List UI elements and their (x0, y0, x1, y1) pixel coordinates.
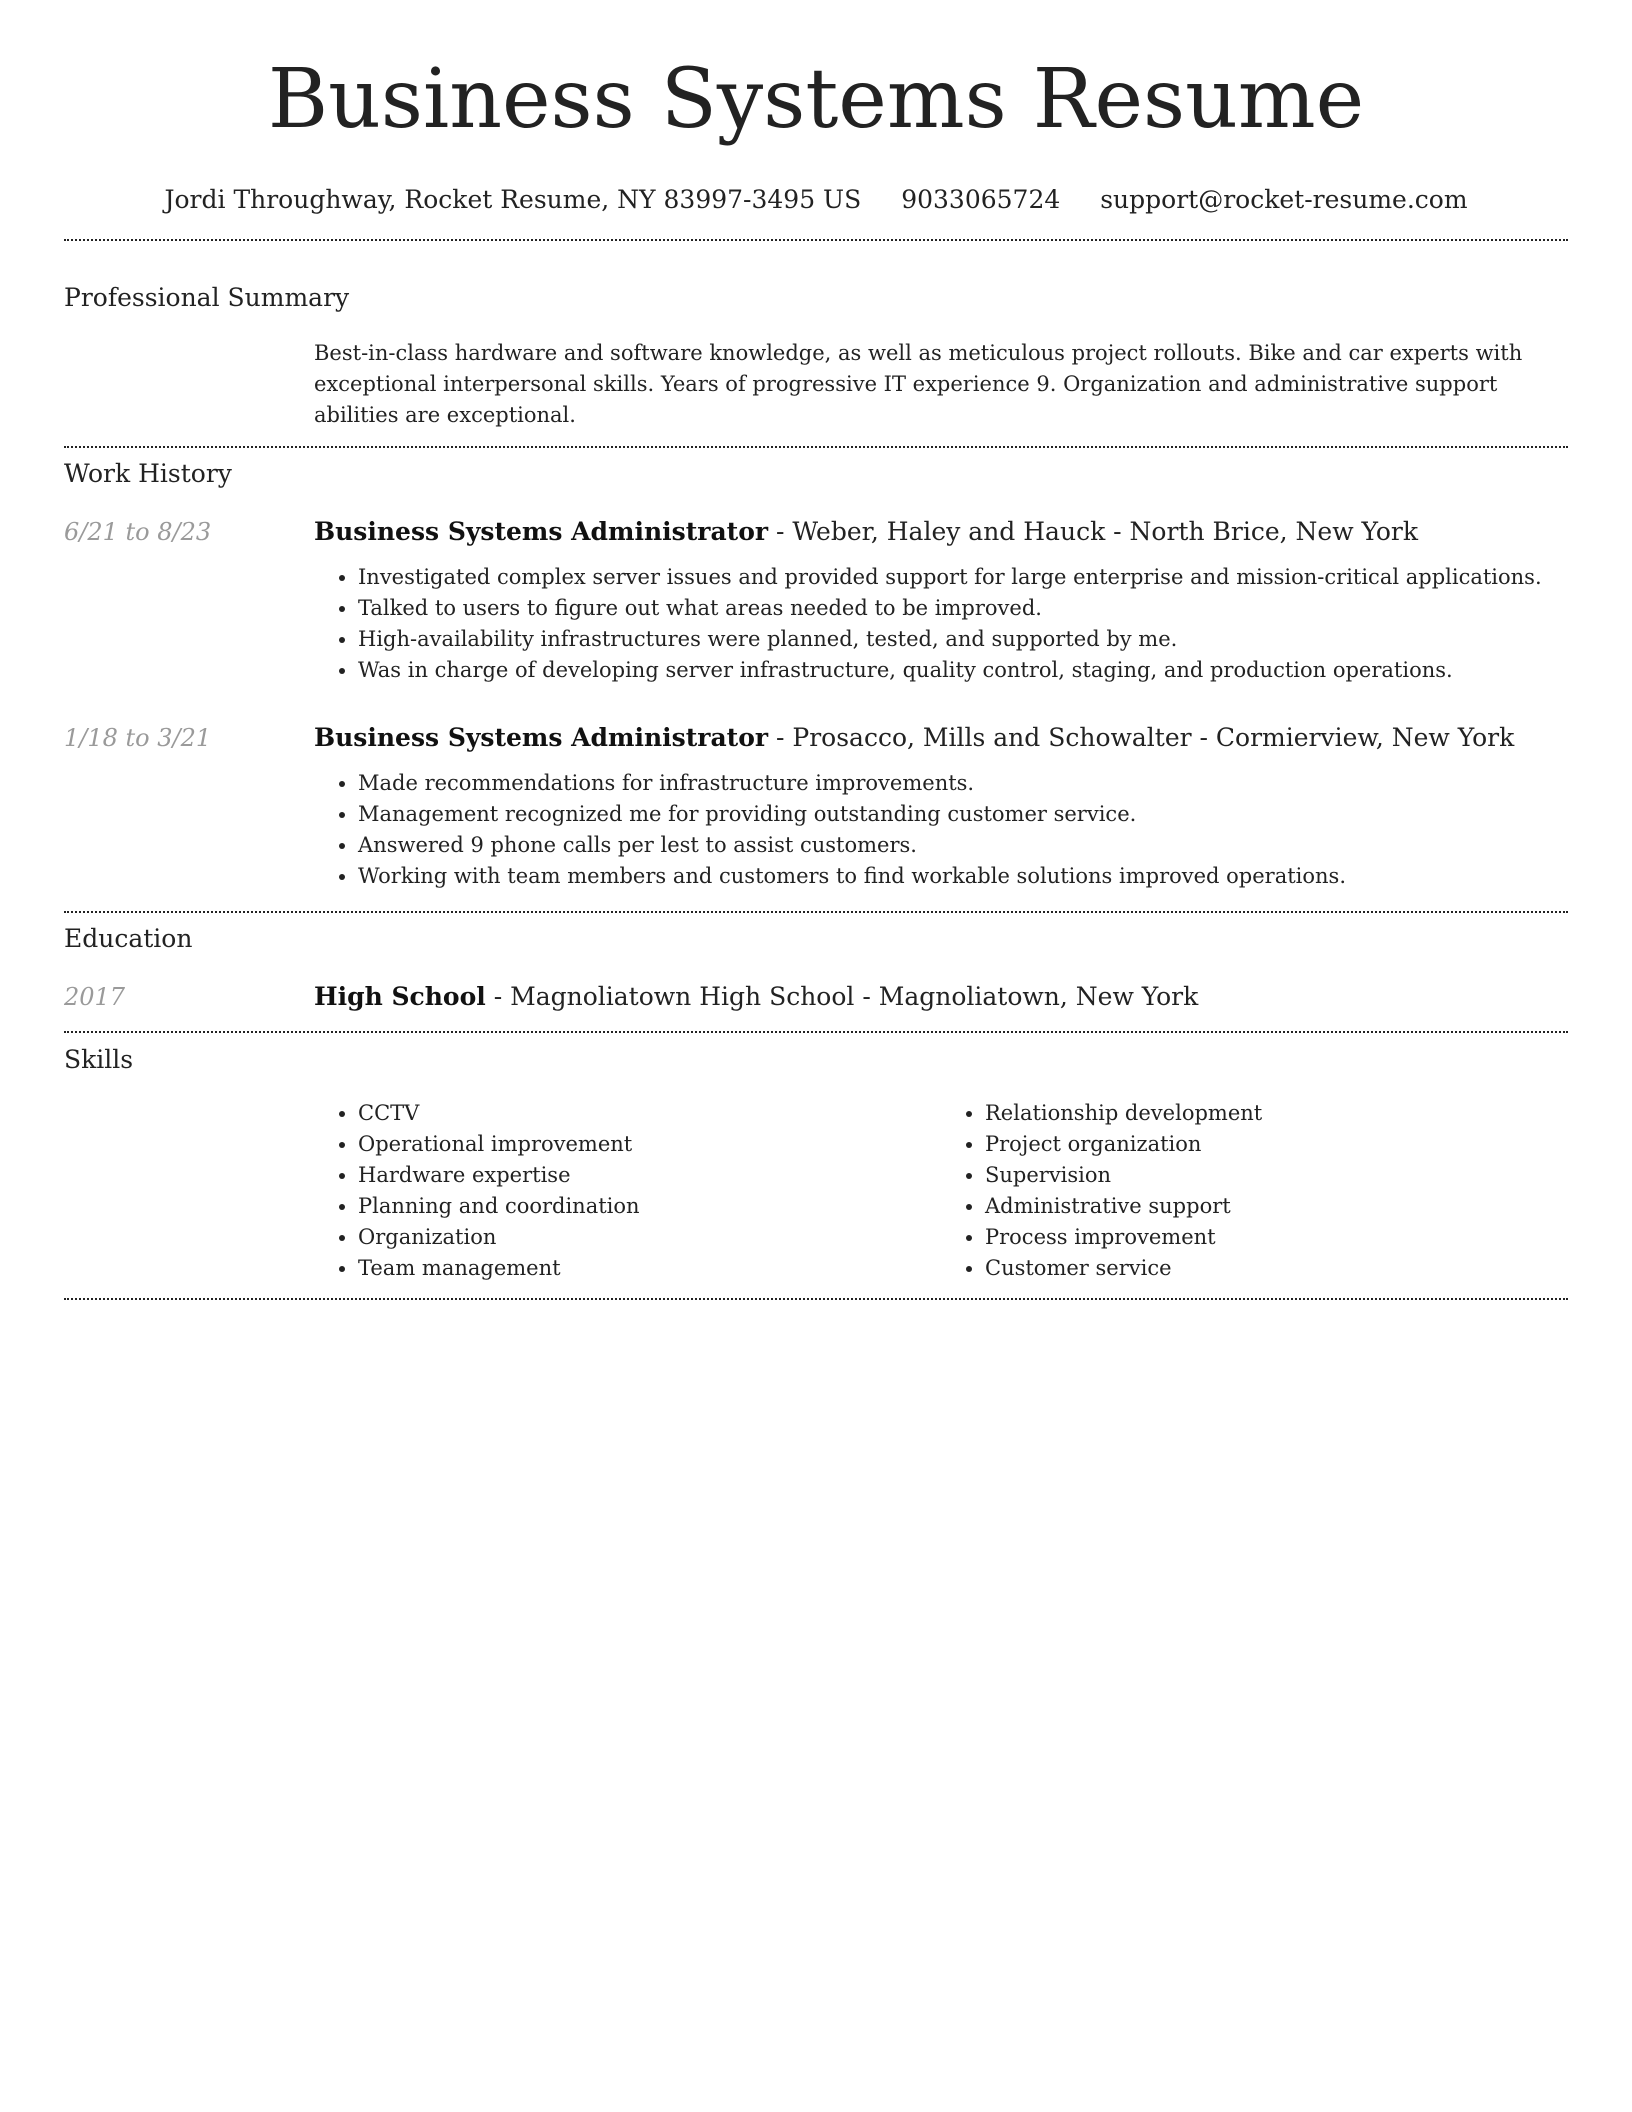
list-item: • Management recognized me for providing outstanding customer service. (358, 799, 1568, 830)
skills-list-right (941, 1098, 1568, 1284)
job-role: Business Systems Administrator (314, 517, 769, 546)
job-title (314, 722, 1568, 754)
skill-item: • Team management (358, 1253, 941, 1284)
summary-body (314, 338, 1568, 431)
job-role: Business Systems Administrator (314, 723, 769, 752)
divider (64, 1298, 1568, 1300)
divider (64, 911, 1568, 913)
list-item: • Made recommendations for infrastructure improvements. (358, 768, 1568, 799)
skill-item: • Project organization (985, 1129, 1568, 1160)
skill-item: • Organization (358, 1222, 941, 1253)
contact-line (64, 184, 1568, 216)
job-dates: 6/21 to 8/23 (64, 518, 212, 546)
section-title-skills: Skills (64, 1045, 134, 1074)
job-title (314, 516, 1568, 548)
skills-list-left (314, 1098, 941, 1284)
resume-header (64, 52, 1568, 216)
education-entry (314, 981, 1568, 1013)
skill-item: • Planning and coordination (358, 1191, 941, 1222)
section-title-work: Work History (64, 459, 232, 488)
list-item: • Working with team members and customers to find workable solutions improved operations. (358, 861, 1568, 892)
section-title-summary: Professional Summary (64, 283, 350, 312)
job-dates: 1/18 to 3/21 (64, 724, 212, 752)
job-bullets (314, 562, 1568, 686)
contact-phone: 9033065724 (901, 185, 1061, 214)
job-details: - Weber, Haley and Hauck - North Brice, New York (768, 517, 1419, 546)
skill-item: • Process improvement (985, 1222, 1568, 1253)
education-year: 2017 (64, 983, 126, 1011)
job-details: - Prosacco, Mills and Schowalter - Cormierview, New York (768, 723, 1515, 752)
list-item: • High-availability infrastructures were planned, tested, and supported by me. (358, 624, 1568, 655)
education-title (314, 981, 1568, 1013)
list-item: • Was in charge of developing server infrastructure, quality control, staging, and production operations. (358, 655, 1568, 686)
job-entry (314, 722, 1568, 892)
section-title-education: Education (64, 924, 193, 953)
skill-item: • Operational improvement (358, 1129, 941, 1160)
skill-item: • Hardware expertise (358, 1160, 941, 1191)
education-details: - Magnoliatown High School - Magnoliatown, New York (485, 982, 1199, 1011)
skill-item: • Supervision (985, 1160, 1568, 1191)
contact-address: Jordi Throughway, Rocket Resume, NY 83997-3495 US (164, 185, 862, 214)
skills-columns (314, 1098, 1568, 1284)
skill-item: • Customer service (985, 1253, 1568, 1284)
contact-email: support@rocket-resume.com (1100, 185, 1468, 214)
list-item: • Talked to users to figure out what areas needed to be improved. (358, 593, 1568, 624)
education-degree: High School (314, 982, 486, 1011)
resume-title: Business Systems Resume (267, 52, 1365, 147)
skill-item: • Relationship development (985, 1098, 1568, 1129)
job-bullets (314, 768, 1568, 892)
divider (64, 239, 1568, 241)
summary-text: Best-in-class hardware and software knowledge, as well as meticulous project rollouts. Bike and car experts with exceptional interpersonal skills. Years of progressive IT experience 9. Organization and administrative support abilities are exceptional. (314, 341, 1523, 427)
divider (64, 446, 1568, 448)
job-entry (314, 516, 1568, 686)
list-item: • Investigated complex server issues and provided support for large enterprise and mission-critical applications. (358, 562, 1568, 593)
skill-item: • Administrative support (985, 1191, 1568, 1222)
list-item: • Answered 9 phone calls per lest to assist customers. (358, 830, 1568, 861)
skill-item: • CCTV (358, 1098, 941, 1129)
divider (64, 1031, 1568, 1033)
